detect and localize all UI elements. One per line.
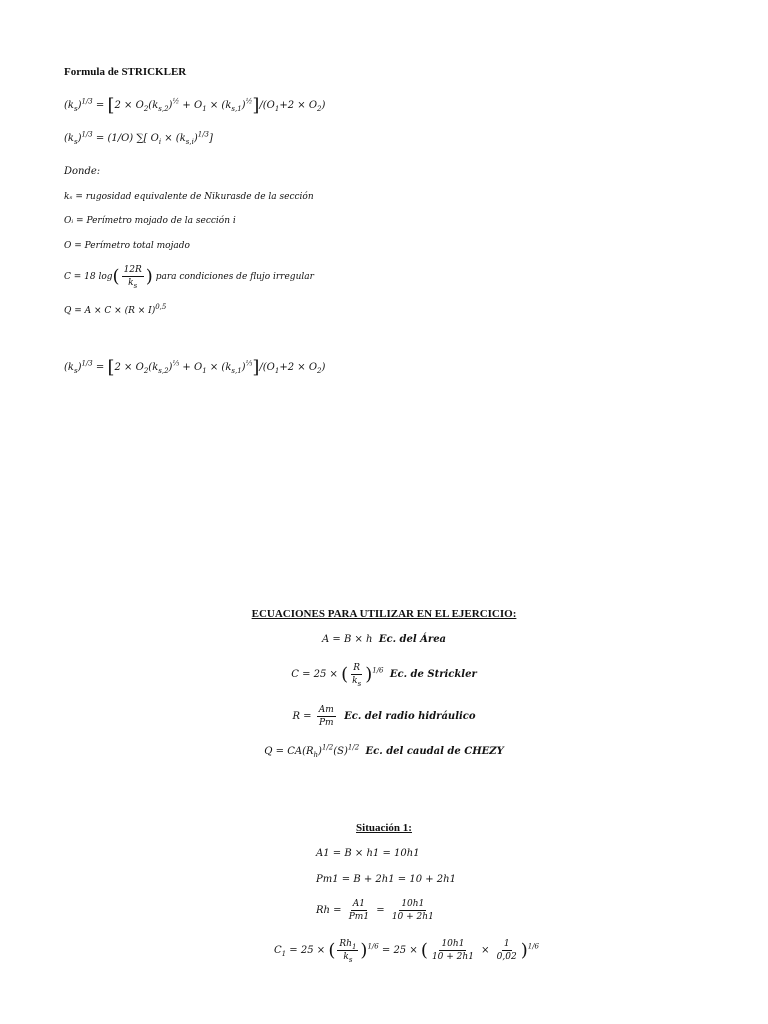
definition-ks: kₛ = rugosidad equivalente de Nikurasde de la sección — [64, 192, 314, 202]
equation-area: A = B × h Ec. del Área — [321, 634, 447, 645]
equation-rh: Rh = $\frac{A1}{Pm1}$ = $\frac{10h1}{10 + 2h1}$ — [316, 899, 434, 922]
equation-c-log: C = 18 log( $\frac{12R}{k_s}$ ) para condiciones de flujo irregular — [64, 265, 314, 290]
radio-label: Ec. del radio hidráulico — [344, 711, 476, 722]
strickler-heading: Formula de STRICKLER — [64, 66, 187, 78]
equation-radio: R = $\frac{Am}{Pm}$ Ec. del radio hidráulico — [292, 705, 476, 728]
strickler-equation-1: $(k_s)^{1/3} = [2 \times O_2(k_{s,2})^{\frac{1}{2}} + O_1 \times (k_{s,1})^{\frac{1}{2}}]/(O_1+2 \times O_2)$ — [64, 95, 326, 116]
donde-label: Donde: — [64, 166, 101, 177]
equation-pm1: Pm1 = B + 2h1 = 10 + 2h1 — [316, 874, 456, 885]
caudal-label: Ec. del caudal de CHEZY — [365, 746, 504, 757]
situacion-1-heading: Situación 1: — [356, 822, 412, 834]
equation-strickler-c: C = 25 × ( $\frac{R}{k_s}$ )$^{1/6}$ Ec. de Strickler — [291, 663, 477, 688]
area-label: Ec. del Área — [378, 634, 447, 645]
definition-oi: Oᵢ = Perímetro mojado de la sección i — [64, 216, 236, 226]
equation-c1: $C_1 = 25$ × ( $\frac{Rh_1}{k_s}$ )$^{1/6}$ = 25 × ( $\frac{10h1}{10 + 2h1}$ × $\frac{1}{0,02}$ )$^{1/6}$ — [274, 939, 540, 964]
strickler-equation-2: $(k_s)^{1/3} = (1/O)$ ∑[ $O_i \times (k_{s,i})^{1/3}$] — [64, 130, 213, 146]
definition-o: O = Perímetro total mojado — [64, 241, 190, 251]
equation-caudal: $Q = CA(R_h)^{1/2}(S)^{1/2}$ Ec. del caudal de CHEZY — [264, 743, 504, 759]
equation-q: $Q = A \times C \times (R \times I)^{0,5}$ — [64, 303, 167, 316]
strickler-label: Ec. de Strickler — [389, 669, 477, 680]
strickler-equation-3: $(k_s)^{1/3} = [2 \times O_2(k_{s,2})^{\frac{1}{3}} + O_1 \times (k_{s,1})^{\frac{1}{3}}]/(O_1+2 \times O_2)$ — [64, 357, 326, 378]
equation-a1: A1 = B × h1 = 10h1 — [316, 848, 420, 859]
ecuaciones-heading: ECUACIONES PARA UTILIZAR EN EL EJERCICIO: — [251, 608, 517, 620]
